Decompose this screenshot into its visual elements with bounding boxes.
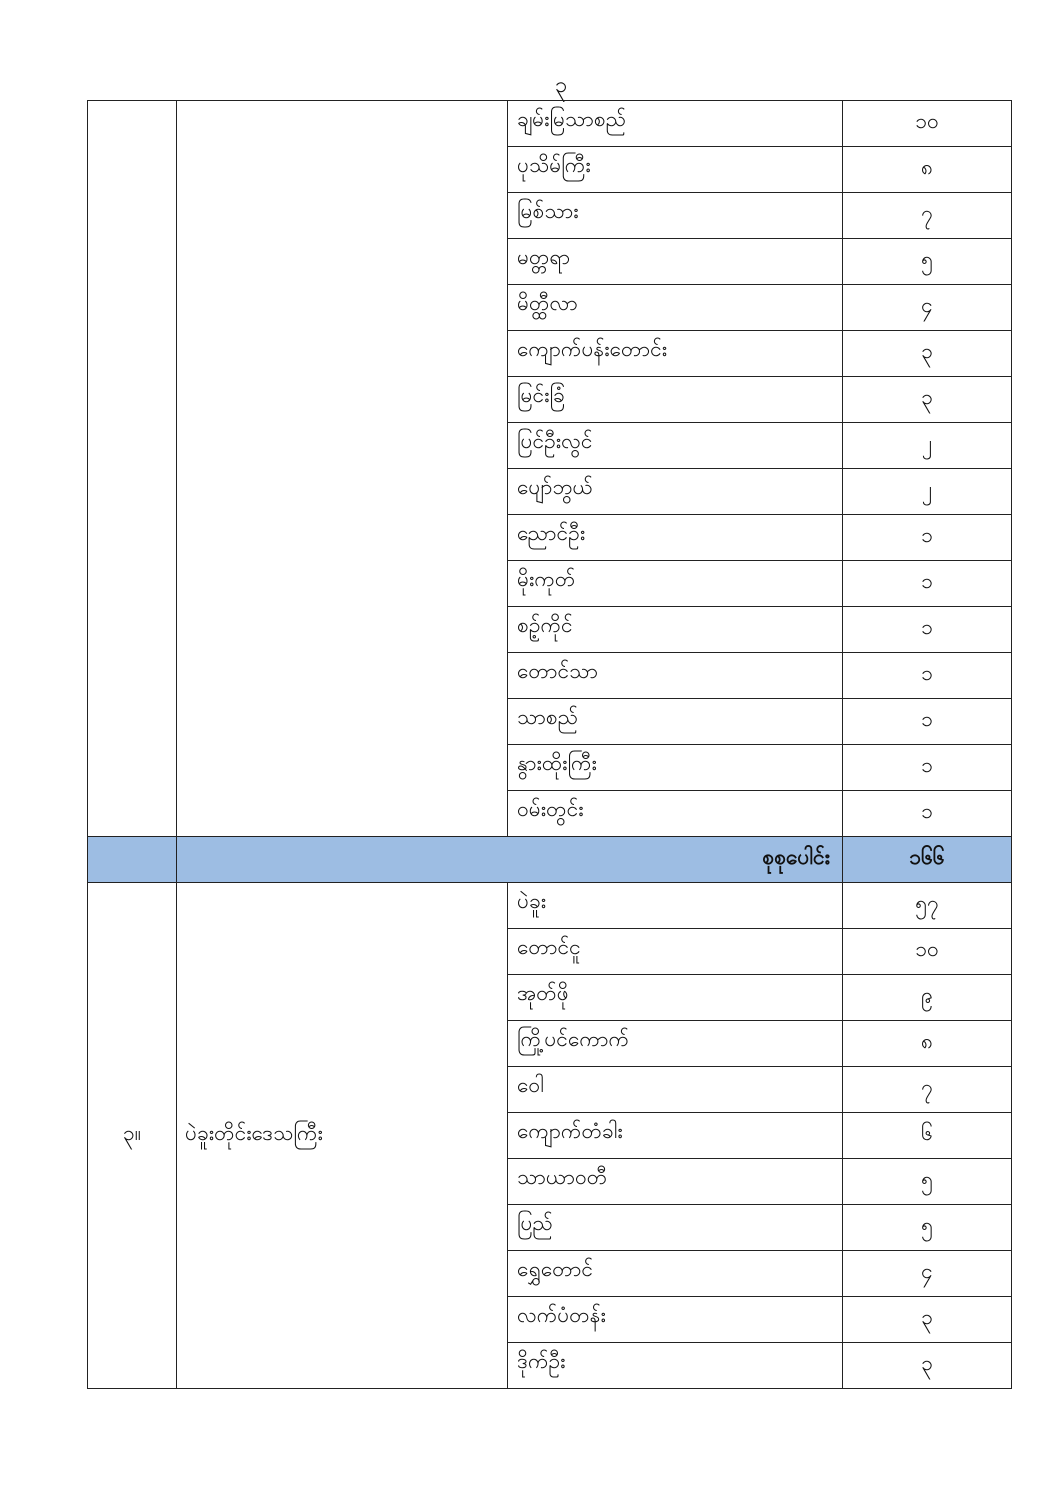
count-value: ၃	[843, 1297, 1012, 1343]
count-value: ၁	[843, 561, 1012, 607]
township-name: တောင်သာ	[508, 653, 843, 699]
count-value: ၅	[843, 1159, 1012, 1205]
total-value: ၁၆၆	[843, 837, 1012, 883]
township-name: ပဲခူး	[508, 883, 843, 929]
serial-number: ၃။	[88, 883, 177, 1389]
count-value: ၈	[843, 147, 1012, 193]
township-name: ကြို့ပင်ကောက်	[508, 1021, 843, 1067]
township-count-table	[87, 100, 1012, 1389]
township-name: စဥ့်ကိုင်	[508, 607, 843, 653]
count-value: ၇	[843, 1067, 1012, 1113]
count-value: ၄	[843, 285, 1012, 331]
page-number: ၃	[554, 73, 568, 98]
count-value: ၈	[843, 1021, 1012, 1067]
township-name: ချမ်းမြသာစည်	[508, 101, 843, 147]
count-value: ၃	[843, 1343, 1012, 1389]
township-name: မတ္တရာ	[508, 239, 843, 285]
count-value: ၁	[843, 607, 1012, 653]
count-value: ၁	[843, 699, 1012, 745]
count-value: ၃	[843, 377, 1012, 423]
count-value: ၂	[843, 469, 1012, 515]
count-value: ၁	[843, 653, 1012, 699]
township-name: ပြည်	[508, 1205, 843, 1251]
count-value: ၆	[843, 1113, 1012, 1159]
count-value: ၁၀	[843, 101, 1012, 147]
table-row	[88, 101, 1012, 147]
township-name: ဝေါ	[508, 1067, 843, 1113]
total-row	[88, 837, 1012, 883]
count-value: ၁၀	[843, 929, 1012, 975]
region-name-cell	[177, 101, 508, 837]
township-name: မိတ္ထီလာ	[508, 285, 843, 331]
township-name: မြင်းခြံ	[508, 377, 843, 423]
count-value: ၃	[843, 331, 1012, 377]
total-label: စုစုပေါင်း	[177, 837, 843, 883]
township-name: မိုးကုတ်	[508, 561, 843, 607]
township-name: ပျော်ဘွယ်	[508, 469, 843, 515]
count-value: ၅၇	[843, 883, 1012, 929]
township-name: ကျောက်ပန်းတောင်း	[508, 331, 843, 377]
count-value: ၁	[843, 515, 1012, 561]
township-name: တောင်ငူ	[508, 929, 843, 975]
township-name: အုတ်ဖို	[508, 975, 843, 1021]
township-name: လက်ပံတန်း	[508, 1297, 843, 1343]
township-name: မြစ်သား	[508, 193, 843, 239]
township-name: ပုသိမ်ကြီး	[508, 147, 843, 193]
township-name: သာစည်	[508, 699, 843, 745]
count-value: ၉	[843, 975, 1012, 1021]
township-name: သာယာဝတီ	[508, 1159, 843, 1205]
total-empty-cell	[88, 837, 177, 883]
count-value: ၂	[843, 423, 1012, 469]
count-value: ၇	[843, 193, 1012, 239]
township-name: ဝမ်းတွင်း	[508, 791, 843, 837]
region-name: ပဲခူးတိုင်းဒေသကြီး	[177, 883, 508, 1389]
table-row	[88, 883, 1012, 929]
township-name: ညောင်ဦး	[508, 515, 843, 561]
count-value: ၄	[843, 1251, 1012, 1297]
count-value: ၅	[843, 239, 1012, 285]
township-name: ဒိုက်ဦး	[508, 1343, 843, 1389]
count-value: ၁	[843, 745, 1012, 791]
serial-number-cell	[88, 101, 177, 837]
count-value: ၅	[843, 1205, 1012, 1251]
township-name: ပြင်ဦးလွင်	[508, 423, 843, 469]
township-name: နွားထိုးကြီး	[508, 745, 843, 791]
township-name: ကျောက်တံခါး	[508, 1113, 843, 1159]
count-value: ၁	[843, 791, 1012, 837]
township-name: ရွှေတောင်	[508, 1251, 843, 1297]
